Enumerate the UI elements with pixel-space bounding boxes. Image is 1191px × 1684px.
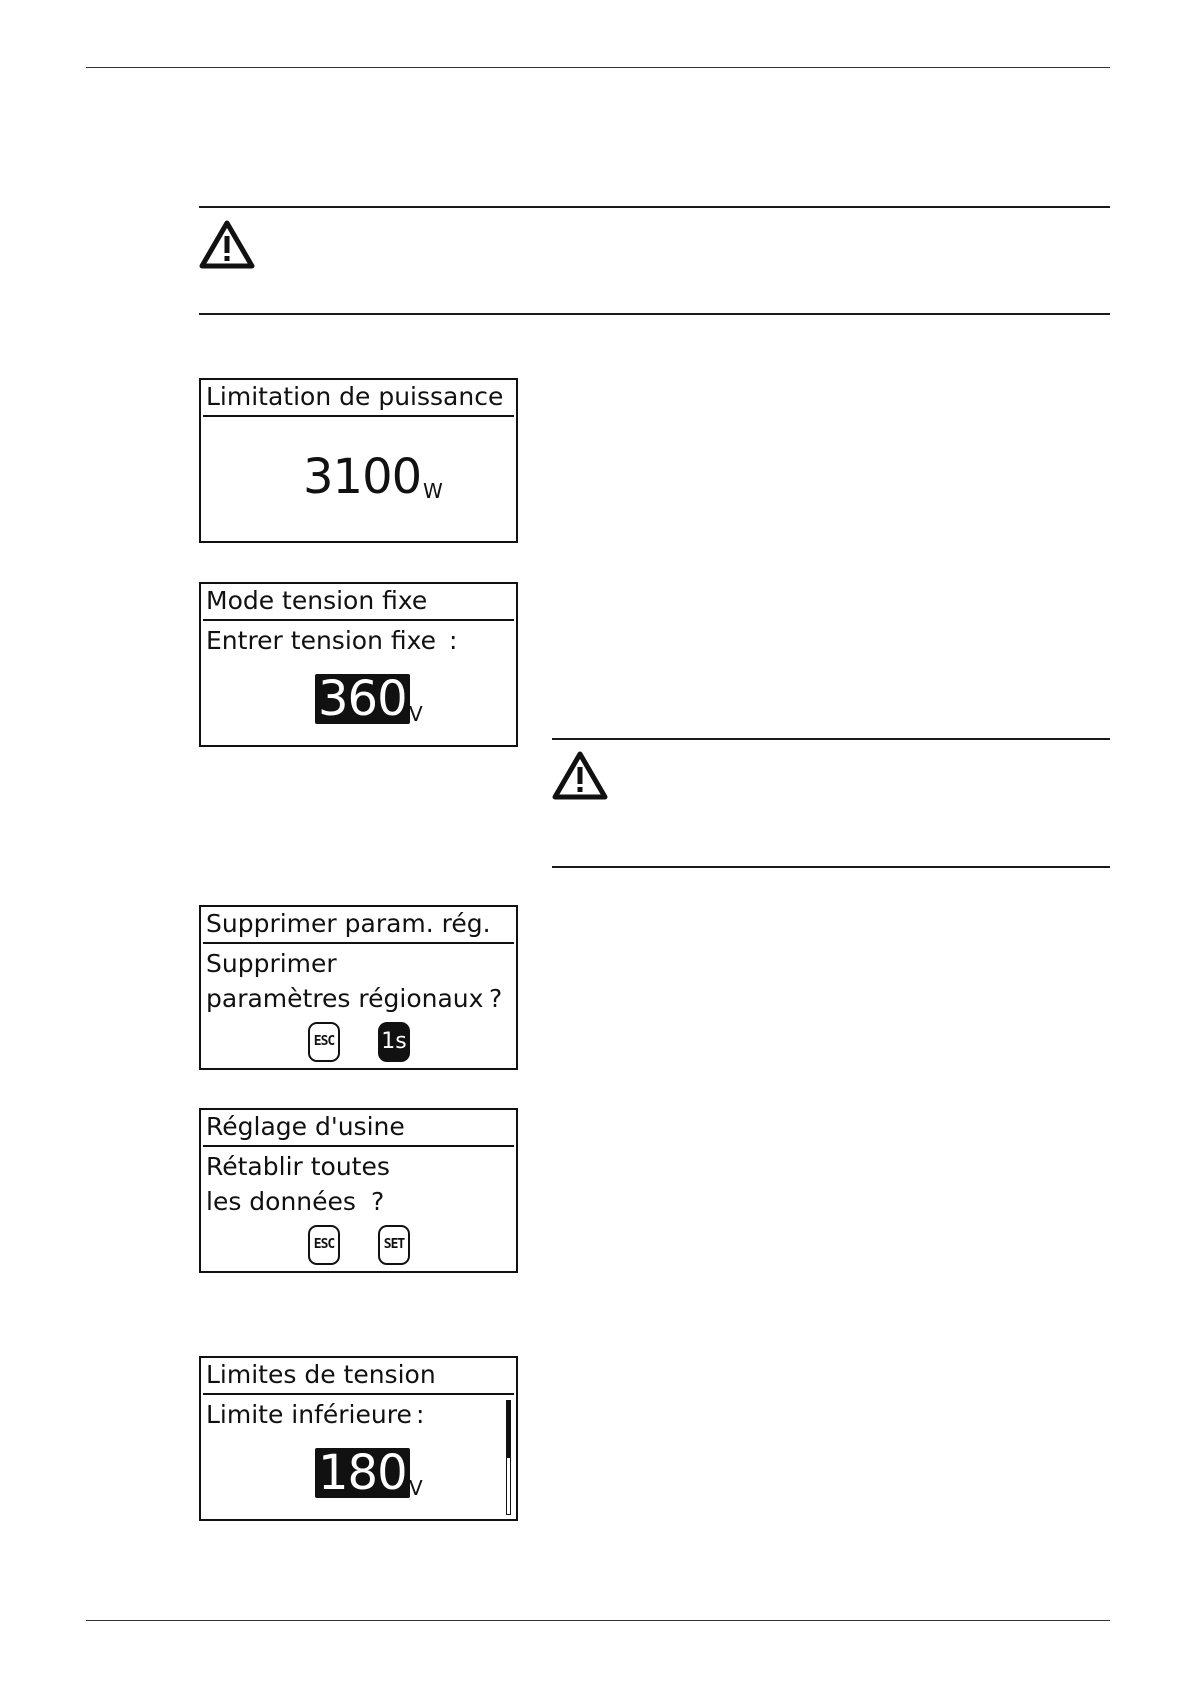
lcd-title: Limites de tension <box>203 1358 514 1395</box>
fixed-voltage-unit: V <box>409 702 423 726</box>
warning-block-top-rule <box>199 206 1110 208</box>
delete-regional-line1: Supprimer <box>206 949 337 978</box>
lcd-power-limit <box>199 378 518 543</box>
set-key-icon[interactable]: SET <box>378 1225 410 1265</box>
fixed-voltage-prompt: Entrer tension fixe <box>206 626 437 655</box>
lcd-scrollbar[interactable] <box>506 1400 511 1515</box>
delete-regional-question: ? <box>489 984 503 1013</box>
warning-block-2-bottom-rule <box>552 866 1110 868</box>
fixed-voltage-value[interactable]: 360 <box>315 674 410 724</box>
factory-reset-line2: les données <box>206 1187 356 1216</box>
factory-reset-question: ? <box>371 1187 385 1216</box>
warning-triangle-icon <box>552 750 608 800</box>
lcd-fixed-voltage <box>199 582 518 747</box>
voltage-limits-value[interactable]: 180 <box>315 1448 410 1498</box>
lcd-title: Supprimer param. rég. <box>203 907 514 944</box>
voltage-limits-colon: : <box>416 1400 425 1429</box>
voltage-limits-unit: V <box>409 1476 423 1500</box>
warning-triangle-icon <box>199 219 255 269</box>
warning-block-2-top-rule <box>552 738 1110 740</box>
fixed-voltage-colon: : <box>449 626 458 655</box>
lcd-title: Réglage d'usine <box>203 1110 514 1147</box>
hold-1s-key-icon[interactable]: 1s <box>378 1022 410 1062</box>
lcd-scrollbar-thumb[interactable] <box>506 1401 511 1458</box>
lcd-voltage-limits <box>199 1356 518 1521</box>
delete-regional-line2: paramètres régionaux <box>206 984 484 1013</box>
esc-key-icon[interactable]: ESC <box>308 1225 340 1265</box>
warning-block-bottom-rule <box>199 313 1110 315</box>
header-rule <box>86 67 1110 68</box>
factory-reset-line1: Rétablir toutes <box>206 1152 390 1181</box>
lcd-factory-reset <box>199 1108 518 1273</box>
esc-key-icon[interactable]: ESC <box>308 1022 340 1062</box>
lcd-title: Mode tension fixe <box>203 584 514 621</box>
voltage-limits-prompt: Limite inférieure <box>206 1400 412 1429</box>
lcd-title: Limitation de puissance <box>203 380 514 417</box>
power-limit-value: 3100 <box>303 449 422 505</box>
lcd-delete-regional <box>199 905 518 1070</box>
footer-rule <box>86 1620 1110 1621</box>
power-limit-unit: W <box>423 479 443 503</box>
